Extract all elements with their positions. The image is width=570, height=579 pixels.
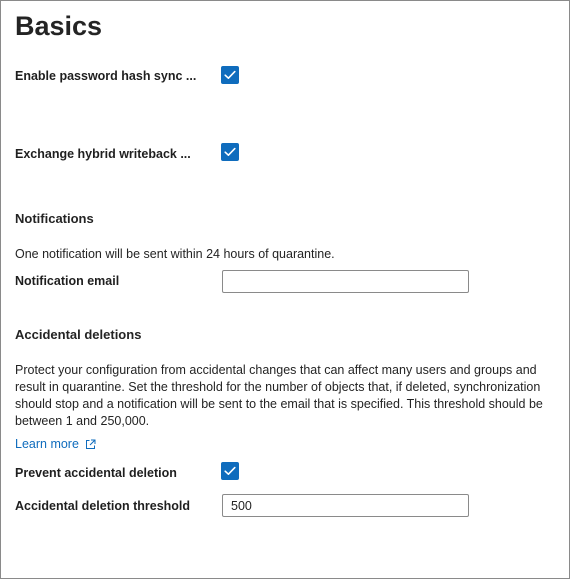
deletion-threshold-input[interactable] (222, 494, 469, 517)
prevent-deletion-label: Prevent accidental deletion (15, 466, 177, 480)
exchange-writeback-checkbox[interactable] (221, 143, 239, 161)
checkmark-icon (224, 466, 236, 476)
learn-more-label: Learn more (15, 437, 79, 451)
notification-email-label: Notification email (15, 274, 120, 288)
checkmark-icon (224, 70, 236, 80)
notifications-heading: Notifications (15, 211, 94, 226)
notifications-description: One notification will be sent within 24 hours of quarantine. (15, 247, 335, 261)
password-hash-sync-label: Enable password hash sync ... (15, 69, 197, 83)
page-title: Basics (15, 11, 103, 41)
checkmark-icon (224, 147, 236, 157)
prevent-deletion-checkbox[interactable] (221, 462, 239, 480)
notification-email-input[interactable] (222, 270, 469, 293)
deletion-threshold-label: Accidental deletion threshold (15, 499, 191, 513)
password-hash-sync-checkbox[interactable] (221, 66, 239, 84)
open-external-icon (85, 439, 96, 450)
learn-more-link[interactable] (15, 437, 96, 451)
exchange-writeback-label: Exchange hybrid writeback ... (15, 147, 191, 161)
accidental-deletions-description: Protect your configuration from accidental changes that can affect many users and groups and result in quarantine. Set the threshold for the number of objects that, if deleted, synchronization should stop and a notification will be sent to the email that is specified. This threshold should be between 1 and 250,000. (15, 363, 543, 428)
accidental-deletions-heading: Accidental deletions (15, 327, 142, 342)
